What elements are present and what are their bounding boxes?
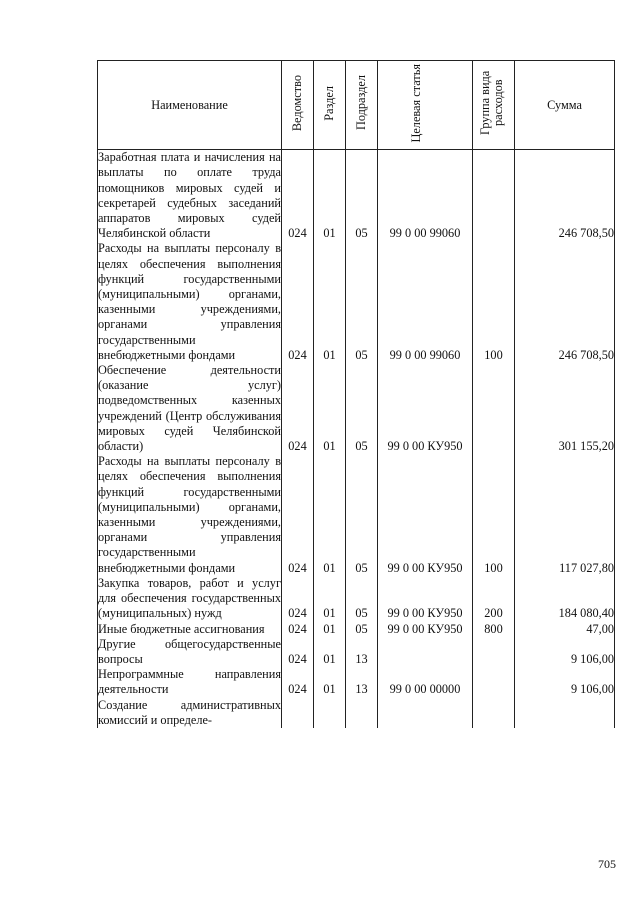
cell-department: 024 bbox=[282, 363, 314, 454]
cell-sum: 246 708,50 bbox=[515, 150, 615, 242]
page-number: 705 bbox=[598, 857, 616, 871]
cell-department: 024 bbox=[282, 150, 314, 242]
cell-name: Обеспечение деятельности (оказание услуг) подведомственных казенных учреждений (Центр обслуживания мировых судей Челябинской области) bbox=[98, 363, 281, 454]
cell-subsection: 13 bbox=[346, 667, 378, 697]
cell-name: Расходы на выплаты персоналу в целях обеспечения выполнения функций государственными (муниципальными) органами, казенными учреждениями, органами управления государственными внебюджетными фондами bbox=[98, 241, 281, 362]
cell-target bbox=[378, 698, 473, 728]
cell-target bbox=[378, 637, 473, 667]
table-row bbox=[98, 363, 615, 454]
cell-subsection bbox=[346, 698, 378, 728]
cell-sum: 47,00 bbox=[515, 622, 615, 637]
header-section: Раздел bbox=[314, 61, 346, 150]
cell-section: 01 bbox=[314, 576, 346, 622]
cell-section: 01 bbox=[314, 667, 346, 697]
cell-subsection: 05 bbox=[346, 454, 378, 576]
table-row bbox=[98, 150, 615, 242]
header-name: Наименование bbox=[98, 61, 282, 150]
cell-group: 100 bbox=[473, 454, 515, 576]
cell-department: 024 bbox=[282, 637, 314, 667]
table-row bbox=[98, 637, 615, 667]
header-sum: Сумма bbox=[515, 61, 615, 150]
cell-target: 99 0 00 00000 bbox=[378, 667, 473, 697]
cell-group bbox=[473, 150, 515, 242]
table-row bbox=[98, 667, 615, 697]
cell-group bbox=[473, 698, 515, 728]
cell-section: 01 bbox=[314, 454, 346, 576]
cell-group bbox=[473, 637, 515, 667]
cell-sum: 9 106,00 bbox=[515, 637, 615, 667]
cell-target: 99 0 00 КУ950 bbox=[378, 454, 473, 576]
cell-department: 024 bbox=[282, 241, 314, 363]
cell-sum: 301 155,20 bbox=[515, 363, 615, 454]
budget-table bbox=[97, 60, 615, 728]
cell-section: 01 bbox=[314, 622, 346, 637]
cell-subsection: 05 bbox=[346, 622, 378, 637]
header-target: Целевая статья bbox=[378, 61, 473, 150]
cell-name: Другие общегосударственные вопросы bbox=[98, 636, 281, 666]
cell-target: 99 0 00 КУ950 bbox=[378, 576, 473, 622]
cell-section bbox=[314, 698, 346, 728]
cell-group: 200 bbox=[473, 576, 515, 622]
header-group: Группа вида расходов bbox=[473, 61, 515, 150]
cell-subsection: 05 bbox=[346, 363, 378, 454]
cell-subsection: 05 bbox=[346, 150, 378, 242]
cell-target: 99 0 00 КУ950 bbox=[378, 622, 473, 637]
cell-department bbox=[282, 698, 314, 728]
cell-group: 100 bbox=[473, 241, 515, 363]
cell-group bbox=[473, 667, 515, 697]
table-row bbox=[98, 622, 615, 637]
cell-department: 024 bbox=[282, 622, 314, 637]
cell-target: 99 0 00 99060 bbox=[378, 150, 473, 242]
cell-group bbox=[473, 363, 515, 454]
cell-section: 01 bbox=[314, 150, 346, 242]
cell-subsection: 05 bbox=[346, 241, 378, 363]
cell-group: 800 bbox=[473, 622, 515, 637]
table-row bbox=[98, 241, 615, 363]
cell-department: 024 bbox=[282, 667, 314, 697]
cell-section: 01 bbox=[314, 637, 346, 667]
cell-sum: 246 708,50 bbox=[515, 241, 615, 363]
cell-subsection: 13 bbox=[346, 637, 378, 667]
cell-name: Закупка товаров, работ и услуг для обеспечения государственных (муниципальных) нужд bbox=[98, 575, 281, 621]
cell-target: 99 0 00 99060 bbox=[378, 241, 473, 363]
cell-sum: 117 027,80 bbox=[515, 454, 615, 576]
cell-name: Расходы на выплаты персоналу в целях обеспечения выполнения функций государственными (муниципальными) органами, казенными учреждениями, органами управления государственными внебюджетными фондами bbox=[98, 454, 281, 575]
cell-sum bbox=[515, 698, 615, 728]
cell-department: 024 bbox=[282, 454, 314, 576]
cell-subsection: 05 bbox=[346, 576, 378, 622]
cell-department: 024 bbox=[282, 576, 314, 622]
cell-section: 01 bbox=[314, 363, 346, 454]
cell-target: 99 0 00 КУ950 bbox=[378, 363, 473, 454]
cell-name: Создание административных комиссий и определе- bbox=[98, 697, 281, 727]
table-header-row bbox=[98, 61, 615, 150]
cell-name: Непрограммные направления деятельности bbox=[98, 667, 281, 697]
header-subsection: Подраздел bbox=[346, 61, 378, 150]
cell-section: 01 bbox=[314, 241, 346, 363]
cell-sum: 9 106,00 bbox=[515, 667, 615, 697]
cell-name: Заработная плата и начисления на выплаты по оплате труда помощников мировых судей и секретарей судебных заседаний аппаратов мировых судей Челябинской области bbox=[98, 150, 281, 241]
table-row bbox=[98, 454, 615, 576]
header-department: Ведомство bbox=[282, 61, 314, 150]
table-row bbox=[98, 698, 615, 728]
cell-name: Иные бюджетные ассигнования bbox=[98, 622, 282, 637]
table-row bbox=[98, 576, 615, 622]
cell-sum: 184 080,40 bbox=[515, 576, 615, 622]
